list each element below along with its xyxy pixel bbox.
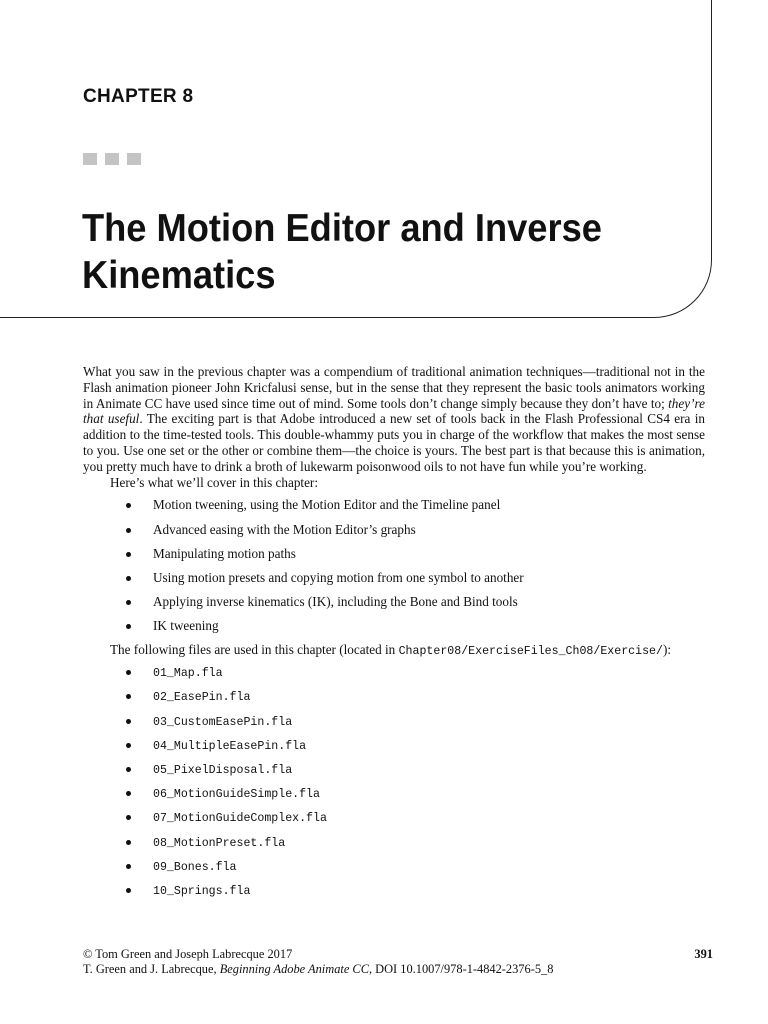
chapter-title — [82, 205, 649, 299]
file-item — [83, 830, 705, 854]
file-name: 07_MotionGuideComplex.fla — [153, 812, 327, 826]
list-item — [83, 493, 705, 517]
decor-square — [105, 153, 119, 165]
file-name: 04_MultipleEasePin.fla — [153, 739, 307, 753]
bullet-icon — [126, 528, 131, 533]
files-intro-text: The following files are used in this chapter (located in — [110, 641, 399, 657]
bullet-icon — [126, 743, 131, 748]
list-item-text: Applying inverse kinematics (IK), including the Bone and Bind tools — [153, 594, 518, 610]
file-item — [83, 733, 705, 757]
intro-text: . The exciting part is that Adobe introduced a new set of tools back in the Flash Professional CS4 era in addition to the time-tested tools. This double-whammy puts you in charge of the workflow that makes the most sense to you. Use one set or the other or combine them—the choice is yours. The best part is that because this is animation, you pretty much have to drink a broth of lukewarm poisonwood oils to not have fun while you’re working. — [83, 411, 705, 474]
file-item — [83, 757, 705, 781]
file-item — [83, 805, 705, 829]
file-item — [83, 660, 705, 684]
file-item — [83, 684, 705, 708]
decor-square — [83, 153, 97, 165]
citation-line — [83, 962, 713, 977]
list-item-text: Using motion presets and copying motion from one symbol to another — [153, 569, 524, 585]
copyright-line: © Tom Green and Joseph Labrecque 2017 — [83, 947, 293, 961]
file-item — [83, 781, 705, 805]
bullet-icon — [126, 888, 131, 893]
bullet-icon — [126, 576, 131, 581]
cover-intro: Here’s what we’ll cover in this chapter: — [110, 474, 318, 490]
list-item — [83, 518, 705, 542]
file-name: 10_Springs.fla — [153, 884, 251, 898]
file-item — [83, 878, 705, 902]
bullet-icon — [126, 815, 131, 820]
bullet-icon — [126, 600, 131, 605]
intro-text: What you saw in the previous chapter was a compendium of traditional animation techniques—traditional not in the Flash animation pioneer John Kricfalusi sense, but in the sense that they represent the basic tools animators working in Animate CC have used since time out of mind. Some tools don’t change simply because they don’t have to; — [83, 364, 705, 411]
list-item — [83, 614, 705, 638]
file-item — [83, 854, 705, 878]
file-name: 02_EasePin.fla — [153, 691, 251, 705]
chapter-body — [83, 364, 705, 902]
citation-text: T. Green and J. Labrecque, — [83, 962, 220, 976]
bullet-icon — [126, 767, 131, 772]
file-name: 01_Map.fla — [153, 667, 223, 681]
bullet-icon — [126, 840, 131, 845]
file-name: 06_MotionGuideSimple.fla — [153, 788, 320, 802]
book-title: Beginning Adobe Animate CC — [219, 962, 369, 976]
bullet-icon — [126, 719, 131, 724]
chapter-title-line: The Motion Editor and Inverse — [82, 207, 602, 250]
files-intro-text: ): — [662, 641, 672, 657]
bullet-icon — [126, 670, 131, 675]
list-item — [83, 566, 705, 590]
bullet-icon — [126, 503, 131, 508]
bullet-icon — [126, 694, 131, 699]
file-item — [83, 709, 705, 733]
bullet-icon — [126, 791, 131, 796]
list-item-text: IK tweening — [153, 618, 219, 634]
intro-emphasis: they’re that useful — [83, 395, 705, 427]
files-list — [83, 660, 705, 902]
list-item-text: Manipulating motion paths — [153, 545, 296, 561]
file-name: 05_PixelDisposal.fla — [153, 764, 293, 778]
decor-square — [127, 153, 141, 165]
files-intro — [83, 642, 705, 660]
list-item-text: Motion tweening, using the Motion Editor and the Timeline panel — [153, 497, 501, 513]
page-number: 391 — [694, 947, 713, 961]
bullet-icon — [126, 552, 131, 557]
list-item-text: Advanced easing with the Motion Editor’s graphs — [153, 521, 416, 537]
bullet-icon — [126, 624, 131, 629]
list-item — [83, 542, 705, 566]
intro-paragraph — [83, 364, 705, 475]
chapter-label: CHAPTER 8 — [83, 86, 194, 107]
decorative-squares — [83, 153, 141, 165]
bullet-icon — [126, 864, 131, 869]
file-name: 03_CustomEasePin.fla — [153, 715, 293, 729]
page-footer — [83, 947, 713, 977]
file-name: 08_MotionPreset.fla — [153, 836, 286, 850]
chapter-title-line: Kinematics — [82, 254, 276, 297]
topics-list — [83, 493, 705, 638]
file-name: 09_Bones.fla — [153, 860, 237, 874]
citation-text: , DOI 10.1007/978-1-4842-2376-5_8 — [368, 962, 554, 976]
exercise-path: Chapter08/ExerciseFiles_Ch08/Exercise/ — [398, 644, 663, 658]
list-item — [83, 590, 705, 614]
